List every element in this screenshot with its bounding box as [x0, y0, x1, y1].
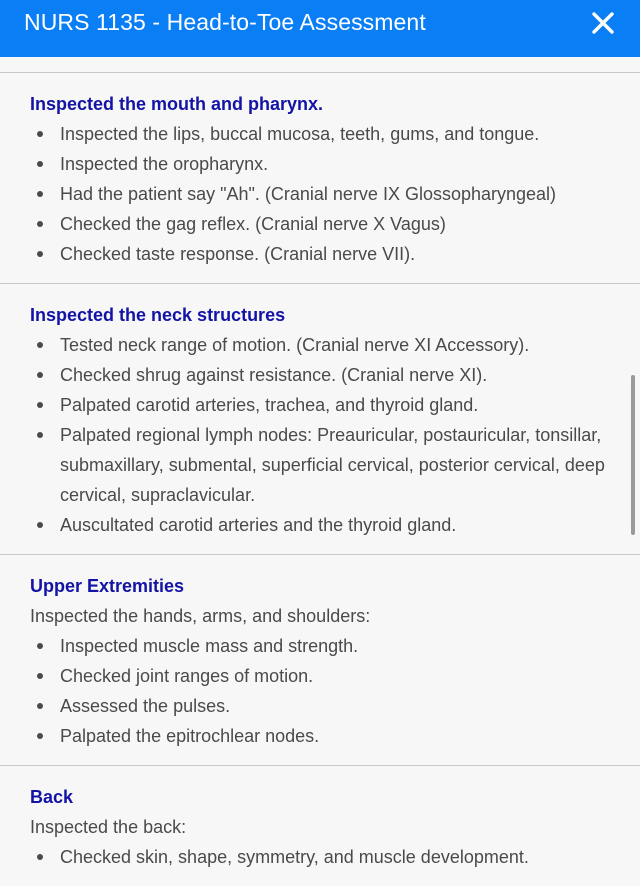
section-heading: Inspected the neck structures — [30, 305, 286, 325]
section-intro: Inspected the back: — [30, 817, 187, 837]
item-list — [30, 842, 610, 872]
list-item: Checked taste response. (Cranial nerve VII). — [30, 239, 610, 269]
scroll-content[interactable] — [0, 57, 640, 867]
list-item: Inspected the oropharynx. — [30, 149, 610, 179]
list-item: Assessed the pulses. — [30, 691, 610, 721]
list-item: Auscultated carotid arteries and the thyroid gland. — [30, 510, 610, 540]
section-heading: Back — [30, 787, 74, 807]
section-mouth-pharynx — [0, 73, 640, 283]
list-item: Inspected muscle mass and strength. — [30, 631, 610, 661]
scrollbar[interactable] — [631, 375, 635, 535]
list-item: Tested neck range of motion. (Cranial nerve XI Accessory). — [30, 330, 610, 360]
list-item: Palpated the epitrochlear nodes. — [30, 721, 610, 751]
list-item: Palpated carotid arteries, trachea, and thyroid gland. — [30, 390, 610, 420]
top-bar — [0, 0, 640, 57]
close-button[interactable] — [586, 6, 620, 40]
close-icon — [591, 11, 615, 35]
list-item: Inspected the lips, buccal mucosa, teeth, gums, and tongue. — [30, 119, 610, 149]
item-list — [30, 330, 610, 540]
page-title: NURS 1135 - Head-to-Toe Assessment — [24, 9, 426, 35]
list-item: Had the patient say "Ah". (Cranial nerve IX Glossopharyngeal) — [30, 179, 610, 209]
list-item: Checked joint ranges of motion. — [30, 661, 610, 691]
item-list — [30, 631, 610, 751]
section-upper-extremities — [0, 555, 640, 765]
list-item: Checked shrug against resistance. (Cranial nerve XI). — [30, 360, 610, 390]
list-item: Checked skin, shape, symmetry, and muscle development. — [30, 842, 610, 872]
section-back — [0, 766, 640, 886]
section-neck-structures — [0, 284, 640, 554]
section-heading: Inspected the mouth and pharynx. — [30, 94, 324, 114]
item-list — [30, 119, 610, 269]
section-heading: Upper Extremities — [30, 576, 185, 596]
list-item: Palpated regional lymph nodes: Preauricular, postauricular, tonsillar, submaxillary, submental, superficial cervical, posterior cervical, deep cervical, supraclavicular. — [30, 420, 610, 510]
list-item: Checked the gag reflex. (Cranial nerve X Vagus) — [30, 209, 610, 239]
section-intro: Inspected the hands, arms, and shoulders: — [30, 606, 371, 626]
